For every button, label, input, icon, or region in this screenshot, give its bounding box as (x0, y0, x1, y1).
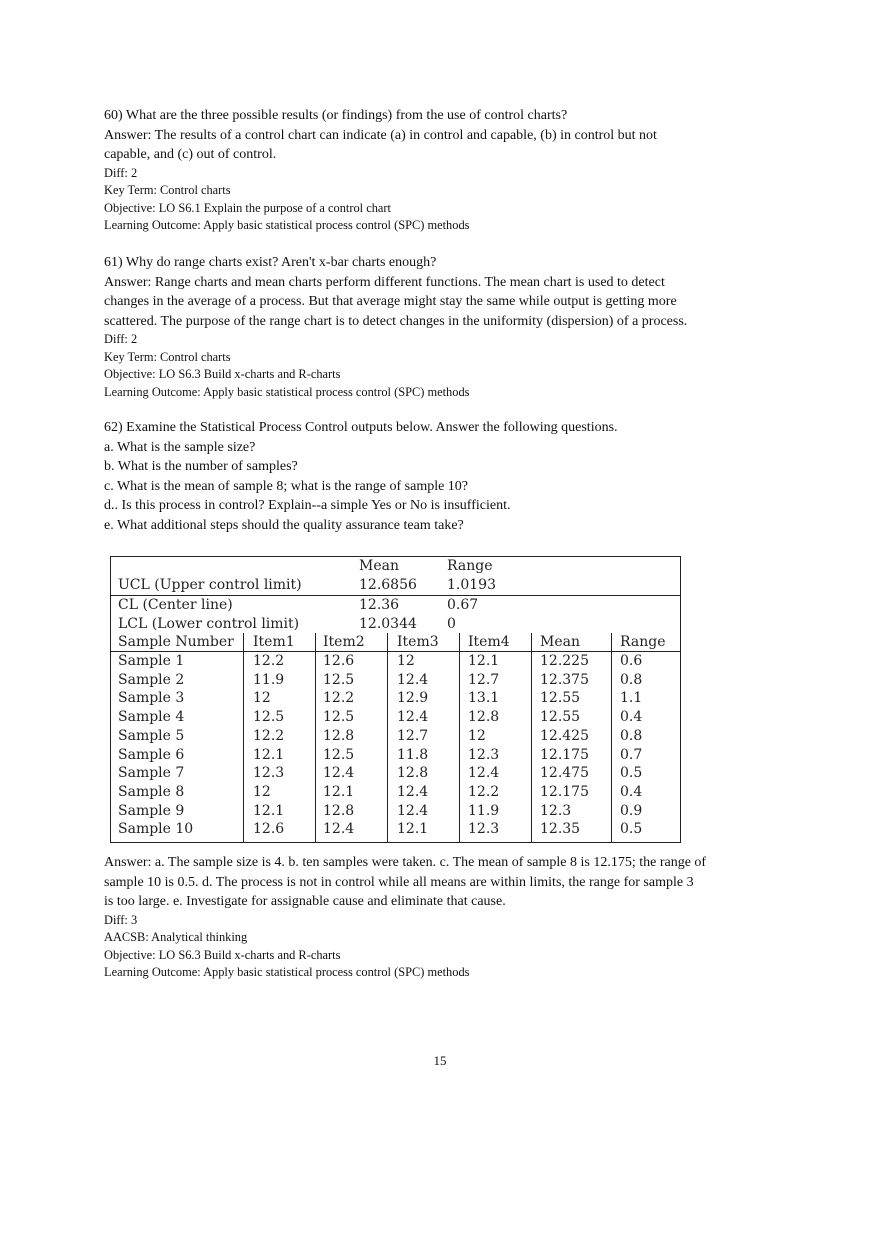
question-61 (104, 253, 744, 401)
ucl-range: 1.0193 (447, 577, 496, 593)
q61-answer-line-1: Answer: Range charts and mean charts perform different functions. The mean chart is used to detect (104, 274, 665, 290)
table-cell: 0.6 (620, 653, 643, 669)
lcl-mean: 12.0344 (359, 616, 417, 632)
table-cell: 12.8 (397, 765, 429, 782)
q62-aacsb: AACSB: Analytical thinking (104, 930, 248, 944)
q62-part-e: e. What additional steps should the quality assurance team take? (104, 517, 464, 533)
ucl-mean: 12.6856 (359, 577, 417, 593)
table-cell: 12.475 (540, 765, 589, 782)
answer-62 (104, 853, 744, 982)
table-row-label: Sample 2 (118, 671, 185, 688)
table-cell: 12.8 (323, 727, 355, 744)
table-cell: 11.9 (468, 802, 500, 819)
table-cell: 12.2 (468, 783, 500, 800)
table-cell: 12.3 (468, 821, 500, 838)
column-divider (315, 633, 316, 842)
table-cell: 12.2 (253, 727, 285, 744)
table-cell: 12.175 (540, 746, 589, 763)
table-cell: 12.9 (397, 690, 429, 707)
table-cell: 12.175 (540, 783, 589, 800)
q60-learning-outcome: Learning Outcome: Apply basic statistical process control (SPC) methods (104, 218, 470, 232)
table-cell: 12.2 (323, 690, 355, 707)
q62-part-c: c. What is the mean of sample 8; what is the range of sample 10? (104, 478, 469, 494)
table-row-label: Sample 8 (118, 783, 185, 800)
table-cell: 12.4 (468, 765, 500, 782)
table-cell: 12.1 (253, 746, 285, 763)
q62-answer-line-1: Answer: a. The sample size is 4. b. ten samples were taken. c. The mean of sample 8 is 12.175; the range of (104, 855, 707, 870)
table-row-label: Sample 4 (118, 709, 185, 726)
q61-difficulty: Diff: 2 (104, 332, 138, 346)
q60-objective: Objective: LO S6.1 Explain the purpose of a control chart (104, 200, 391, 215)
q60-question: 60) What are the three possible results (or findings) from the use of control charts? (104, 108, 568, 123)
table-cell: 11.9 (253, 671, 285, 688)
table-cell: 12.4 (397, 802, 429, 819)
table-cell: 0.8 (620, 727, 643, 744)
table-row-label: Sample 5 (118, 727, 185, 744)
q60-answer-line-2: capable, and (c) out of control. (104, 147, 277, 162)
column-header: Item4 (468, 634, 510, 650)
column-divider (387, 633, 388, 842)
q61-answer-line-2: changes in the average of a process. But that average might stay the same while output is getting more (104, 294, 677, 309)
column-divider (459, 633, 460, 842)
q61-question: 61) Why do range charts exist? Aren't x-bar charts enough? (104, 255, 437, 270)
table-cell: 12 (468, 727, 486, 744)
table-row-label: Sample 3 (118, 690, 185, 707)
column-header: Sample Number (118, 634, 234, 650)
q61-objective: Objective: LO S6.3 Build x-charts and R-charts (104, 367, 341, 381)
column-header: Item2 (323, 634, 365, 650)
table-cell: 12.7 (468, 671, 500, 688)
table-cell: 0.8 (620, 671, 643, 688)
table-cell: 12.35 (540, 821, 581, 838)
table-cell: 12.375 (540, 671, 589, 688)
q62-learning-outcome: Learning Outcome: Apply basic statistical process control (SPC) methods (104, 965, 470, 979)
table-row-label: Sample 7 (118, 765, 185, 782)
q62-part-b: b. What is the number of samples? (104, 459, 298, 474)
column-header: Item1 (253, 634, 295, 650)
table-cell: 12.5 (323, 671, 355, 688)
q62-difficulty: Diff: 3 (104, 912, 138, 927)
table-cell: 13.1 (468, 690, 500, 707)
table-cell: 12.8 (468, 709, 500, 726)
table-row-label: Sample 10 (118, 821, 194, 838)
question-62 (104, 418, 744, 535)
question-60 (104, 106, 744, 235)
table-cell: 12 (253, 783, 271, 800)
table-cell: 12.425 (540, 727, 589, 744)
q62-part-a: a. What is the sample size? (104, 439, 256, 455)
table-cell: 0.9 (620, 802, 643, 819)
table-row-label: Sample 6 (118, 746, 185, 763)
table-cell: 12.4 (397, 671, 429, 688)
divider-ucl (111, 595, 680, 596)
table-cell: 12.4 (397, 783, 429, 800)
table-cell: 12.5 (323, 709, 355, 726)
column-header: Range (620, 634, 666, 650)
table-row-label: Sample 9 (118, 802, 185, 819)
cl-range: 0.67 (447, 597, 479, 613)
table-cell: 0.5 (620, 821, 643, 838)
q62-answer-line-3: is too large. e. Investigate for assignable cause and eliminate that cause. (104, 894, 506, 909)
table-row-label: Sample 1 (118, 653, 185, 669)
q62-question: 62) Examine the Statistical Process Control outputs below. Answer the following questions. (104, 420, 618, 435)
table-cell: 12 (253, 690, 271, 707)
table-cell: 0.5 (620, 765, 643, 782)
q62-objective: Objective: LO S6.3 Build x-charts and R-charts (104, 947, 341, 962)
table-cell: 12.8 (323, 802, 355, 819)
page-number: 15 (433, 1053, 447, 1068)
table-cell: 12.1 (253, 802, 285, 819)
table-cell: 12.6 (253, 821, 285, 838)
table-cell: 12.3 (253, 765, 285, 782)
column-header: Item3 (397, 634, 439, 650)
column-header: Mean (540, 634, 580, 650)
q60-difficulty: Diff: 2 (104, 165, 138, 180)
table-cell: 0.4 (620, 783, 643, 800)
limit-header-mean: Mean (359, 558, 399, 574)
q61-learning-outcome: Learning Outcome: Apply basic statistical process control (SPC) methods (104, 384, 470, 399)
table-cell: 12.3 (468, 746, 500, 763)
table-cell: 12.55 (540, 709, 581, 726)
cl-label: CL (Center line) (118, 597, 233, 613)
table-cell: 12.55 (540, 690, 581, 707)
table-cell: 12 (397, 653, 415, 669)
table-cell: 12.6 (323, 653, 355, 669)
q62-answer-line-2: sample 10 is 0.5. d. The process is not in control while all means are within limits, the range for sample 3 (104, 874, 694, 890)
table-cell: 12.1 (323, 783, 355, 800)
q60-key-term: Key Term: Control charts (104, 183, 231, 197)
lcl-label: LCL (Lower control limit) (118, 616, 300, 632)
table-cell: 12.4 (323, 765, 355, 782)
table-cell: 0.4 (620, 709, 643, 726)
table-cell: 12.4 (397, 709, 429, 726)
q61-answer-line-3: scattered. The purpose of the range chart is to detect changes in the uniformity (dispersion) of a process. (104, 313, 688, 329)
table-cell: 12.1 (397, 821, 429, 838)
cl-mean: 12.36 (359, 597, 400, 613)
q61-key-term: Key Term: Control charts (104, 349, 231, 364)
table-cell: 12.2 (253, 653, 285, 669)
column-divider (243, 633, 244, 842)
limit-header-range: Range (447, 558, 493, 574)
table-cell: 12.225 (540, 653, 589, 669)
table-cell: 12.1 (468, 653, 500, 669)
table-cell: 12.7 (397, 727, 429, 744)
lcl-range: 0 (447, 616, 456, 632)
table-cell: 12.4 (323, 821, 355, 838)
q62-part-d: d.. Is this process in control? Explain--a simple Yes or No is insufficient. (104, 498, 511, 513)
spc-output-table (110, 556, 681, 843)
divider-header (111, 651, 680, 652)
column-divider (531, 633, 532, 842)
table-cell: 1.1 (620, 690, 643, 707)
table-cell: 12.3 (540, 802, 572, 819)
table-cell: 0.7 (620, 746, 643, 763)
ucl-label: UCL (Upper control limit) (118, 577, 302, 593)
table-cell: 11.8 (397, 746, 429, 763)
column-divider (611, 633, 612, 842)
table-cell: 12.5 (323, 746, 355, 763)
table-cell: 12.5 (253, 709, 285, 726)
q60-answer-line-1: Answer: The results of a control chart can indicate (a) in control and capable, (b) in control but not (104, 127, 657, 143)
